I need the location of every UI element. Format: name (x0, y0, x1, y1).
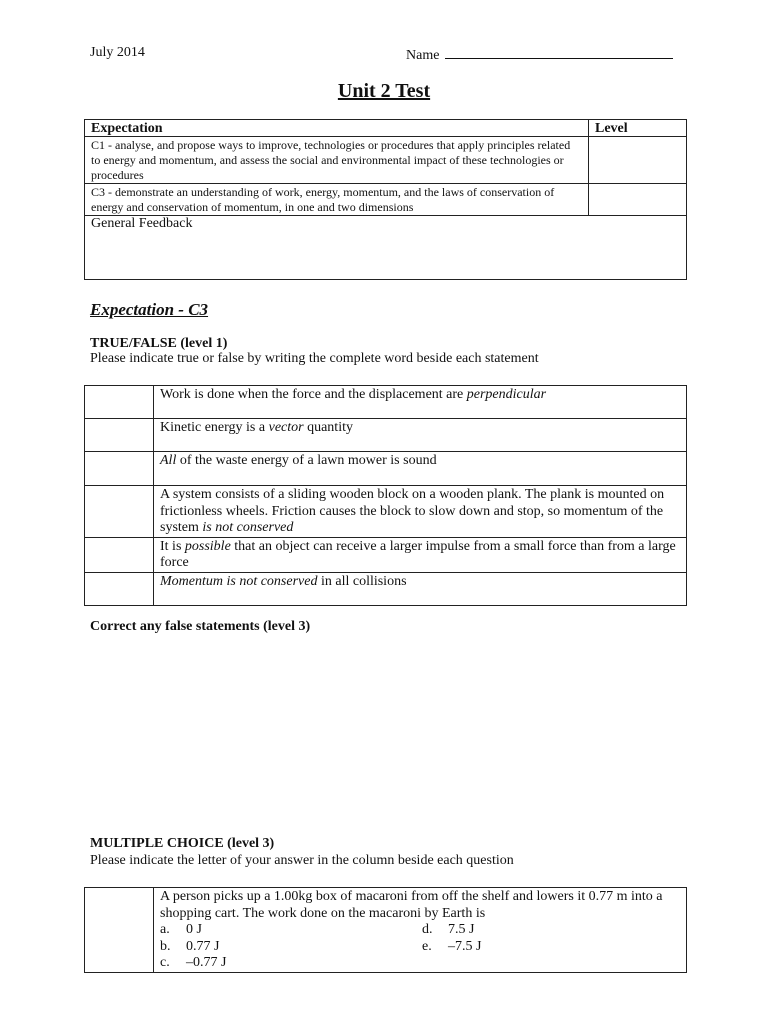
option-d: d. 7.5 J (422, 922, 475, 937)
answer-cell-1[interactable] (85, 386, 154, 419)
expectation-c3: C3 - demonstrate an understanding of work, energy, momentum, and the laws of conservation of energy and conservation of momentum, in one and two dimensions (85, 184, 589, 216)
correct-false-prompt: Correct any false statements (level 3) (90, 619, 311, 634)
option-c: c. –0.77 J (160, 955, 227, 970)
answer-cell-5[interactable] (85, 537, 154, 572)
section-heading: Expectation - C3 (90, 300, 209, 319)
true-false-instructions: Please indicate true or false by writing the complete word beside each statement (90, 351, 539, 366)
mc-question-stem: A person picks up a 1.00kg box of macaroni from off the shelf and lowers it 0.77 m into a shopping cart. The work done on the macaroni by Earth is (160, 889, 663, 921)
option-e: e. –7.5 J (422, 938, 482, 954)
statement-2: Kinetic energy is a vector quantity (154, 419, 687, 452)
mc-answer-cell-1[interactable] (85, 888, 154, 973)
true-false-heading: TRUE/FALSE (level 1) (90, 336, 228, 351)
option-b: b. 0.77 J (160, 938, 220, 954)
expectation-header: Expectation (85, 120, 589, 137)
answer-cell-6[interactable] (85, 572, 154, 605)
name-label: Name (406, 48, 440, 63)
name-blank-line[interactable] (445, 45, 673, 59)
general-feedback-label: General Feedback (91, 216, 193, 231)
expectation-c1: C1 - analyse, and propose ways to improve, technologies or procedures that apply principles related to energy and momentum, and assess the social and environmental impact of these technologies or procedures (85, 137, 589, 184)
true-false-table (84, 385, 687, 606)
mc-question-1 (154, 888, 687, 973)
statement-3: All of the waste energy of a lawn mower is sound (154, 452, 687, 486)
statement-4: A system consists of a sliding wooden block on a wooden plank. The plank is mounted on frictionless wheels. Friction causes the block to slow down and stop, so momentum of the system is not conserved (154, 486, 687, 538)
multiple-choice-heading: MULTIPLE CHOICE (level 3) (90, 836, 275, 851)
statement-1: Work is done when the force and the displacement are perpendicular (154, 386, 687, 419)
mc-options (160, 922, 680, 972)
statement-6: Momentum is not conserved in all collisions (154, 572, 687, 605)
answer-cell-4[interactable] (85, 486, 154, 538)
expectations-table (84, 119, 687, 280)
level-header: Level (589, 120, 687, 137)
answer-cell-3[interactable] (85, 452, 154, 486)
multiple-choice-table (84, 887, 687, 973)
multiple-choice-instructions: Please indicate the letter of your answer in the column beside each question (90, 853, 514, 868)
name-field (406, 45, 673, 64)
level-cell-c3[interactable] (589, 184, 687, 216)
option-a: a. 0 J (160, 922, 202, 937)
general-feedback-cell[interactable] (85, 216, 687, 280)
level-cell-c1[interactable] (589, 137, 687, 184)
answer-cell-2[interactable] (85, 419, 154, 452)
page-title: Unit 2 Test (337, 80, 431, 102)
test-date: July 2014 (90, 45, 145, 60)
statement-5: It is possible that an object can receive a larger impulse from a small force than from a large force (154, 537, 687, 572)
